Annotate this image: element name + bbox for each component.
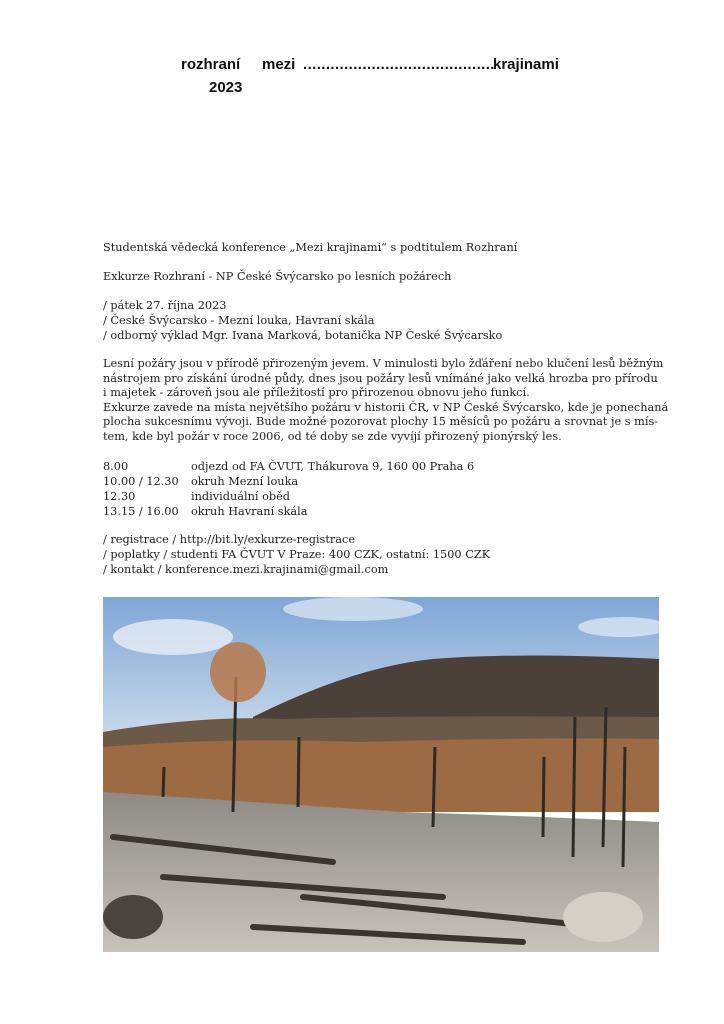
info-location: / České Švýcarsko - Mezní louka, Havraní skála <box>103 314 375 327</box>
title-dots: .......................................... <box>303 56 495 73</box>
info-guide: / odborný výklad Mgr. Ivana Marková, botanička NP České Švýcarsko <box>103 329 503 342</box>
title-word-rozhrani: rozhraní <box>181 56 241 73</box>
schedule-row <box>103 489 474 504</box>
description-line: nástrojem pro získání úrodné půdy, dnes jsou požáry lesů vnímáné jako velká hrozba pro přírodu <box>103 371 658 385</box>
excursion-line: Exkurze Rozhraní - NP České Švýcarsko po lesních požárech <box>103 270 452 283</box>
registration-link[interactable]: / registrace / http://bit.ly/exkurze-registrace <box>103 533 356 546</box>
description-paragraph <box>103 357 669 445</box>
description-line: Exkurze zavede na místa největšího požáru v historii ČR, v NP České Švýcarsko, kde je ponechaná <box>103 400 669 414</box>
title-year: 2023 <box>209 79 243 96</box>
description-line: i majetek - zároveň jsou ale příležitostí pro přirozenou obnovu jeho funkcí. <box>103 386 530 400</box>
schedule <box>103 459 474 519</box>
description-line: tem, kde byl požár v roce 2006, od té doby se zde vyvíjí přirozený pionýrský les. <box>103 429 562 443</box>
description-line: plocha sukcesnímu vývoji. Bude možné pozorovat plochy 15 měsíců po požáru a srovnat je s mís- <box>103 415 659 429</box>
schedule-time: 12.30 <box>103 490 136 503</box>
schedule-row <box>103 474 474 489</box>
foliage-tree <box>210 642 266 702</box>
schedule-event: individuální oběd <box>191 490 291 503</box>
info-date: / pátek 27. října 2023 <box>103 299 227 312</box>
rock <box>563 892 643 942</box>
stump <box>103 895 163 939</box>
burned-forest-illustration <box>103 597 659 952</box>
contact-email[interactable]: / kontakt / konference.mezi.krajinami@gmail.com <box>103 563 389 576</box>
title-word-mezi: mezi <box>262 56 296 73</box>
schedule-event: okruh Havraní skála <box>191 505 308 518</box>
schedule-row <box>103 459 474 474</box>
schedule-time: 8.00 <box>103 460 129 473</box>
schedule-event: okruh Mezní louka <box>191 475 299 488</box>
schedule-time: 13.15 / 16.00 <box>103 505 179 518</box>
cloud <box>113 619 233 655</box>
schedule-event: odjezd od FA ČVUT, Thákurova 9, 160 00 Praha 6 <box>191 460 475 473</box>
schedule-row <box>103 504 474 519</box>
burned-forest-photo <box>103 597 659 952</box>
description-line: Lesní požáry jsou v přírodě přirozeným jevem. V minulosti bylo žďáření nebo klučení lesů běžným <box>103 357 664 370</box>
schedule-time: 10.00 / 12.30 <box>103 475 179 488</box>
title-word-krajinami: krajinami <box>493 56 559 73</box>
fees-line: / poplatky / studenti FA ČVUT V Praze: 400 CZK, ostatní: 1500 CZK <box>103 548 491 561</box>
cloud <box>283 597 423 621</box>
conference-line: Studentská vědecká konference „Mezi krajinami“ s podtitulem Rozhraní <box>103 241 518 254</box>
